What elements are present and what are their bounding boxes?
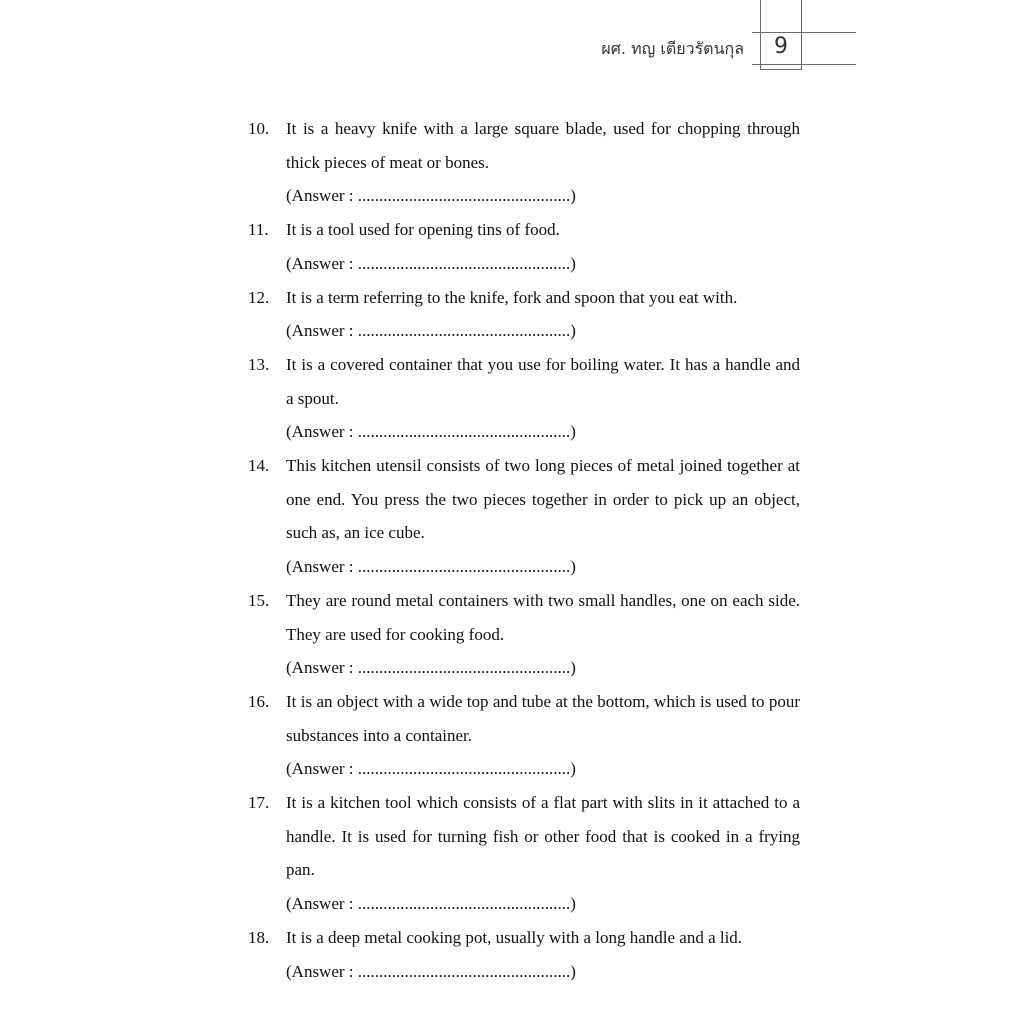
question-18 [248, 921, 800, 988]
question-number: 13. [248, 354, 270, 374]
question-list [248, 112, 800, 988]
answer-blank: (Answer : ..................................................) [286, 894, 576, 914]
question-number: 15. [248, 590, 270, 610]
question-text: It is a heavy knife with a large square blade, used for chopping through thick pieces of meat or bones. [286, 119, 800, 172]
question-number: 18. [248, 927, 270, 947]
question-16 [248, 685, 800, 786]
question-text: They are round metal containers with two small handles, one on each side. They are used for cooking food. [286, 590, 800, 644]
question-number: 10. [248, 119, 270, 138]
answer-blank: (Answer : ..................................................) [286, 759, 576, 779]
question-11 [248, 213, 800, 280]
question-number: 12. [248, 287, 270, 307]
answer-blank: (Answer : ..................................................) [286, 961, 576, 981]
answer-blank: (Answer : ..................................................) [286, 321, 576, 341]
question-text: It is a tool used for opening tins of food. [286, 220, 560, 240]
answer-blank: (Answer : ..................................................) [286, 557, 576, 577]
question-number: 14. [248, 456, 270, 476]
running-head-author: ผศ. ทญ เตียวรัตนกุล [601, 39, 744, 58]
question-10 [248, 112, 800, 213]
question-17 [248, 786, 800, 921]
answer-blank: (Answer : ..................................................) [286, 422, 576, 442]
question-12 [248, 281, 800, 348]
question-number: 17. [248, 793, 270, 813]
question-number: 11. [248, 220, 269, 240]
question-text: It is an object with a wide top and tube at the bottom, which is used to pour substances into a container. [286, 691, 800, 745]
answer-blank: (Answer : ..................................................) [286, 658, 576, 678]
answer-blank: (Answer : ..................................................) [286, 253, 576, 273]
question-text: It is a kitchen tool which consists of a flat part with slits in it attached to a handle. It is used for turning fish or other food that is cooked in a frying pan. [286, 793, 800, 880]
question-number: 16. [248, 691, 270, 711]
question-text: It is a covered container that you use for boiling water. It has a handle and a spout. [286, 354, 800, 408]
question-text: It is a deep metal cooking pot, usually with a long handle and a lid. [286, 927, 743, 947]
answer-blank: (Answer : ..................................................) [286, 186, 576, 206]
question-15 [248, 584, 800, 685]
question-text: It is a term referring to the knife, fork and spoon that you eat with. [286, 287, 738, 307]
question-14 [248, 449, 800, 584]
page-header [0, 0, 1024, 80]
page-number: 9 [774, 34, 788, 59]
question-text: This kitchen utensil consists of two long pieces of metal joined together at one end. You press the two pieces together in order to pick up an object, such as, an ice cube. [286, 456, 800, 543]
question-13 [248, 348, 800, 449]
